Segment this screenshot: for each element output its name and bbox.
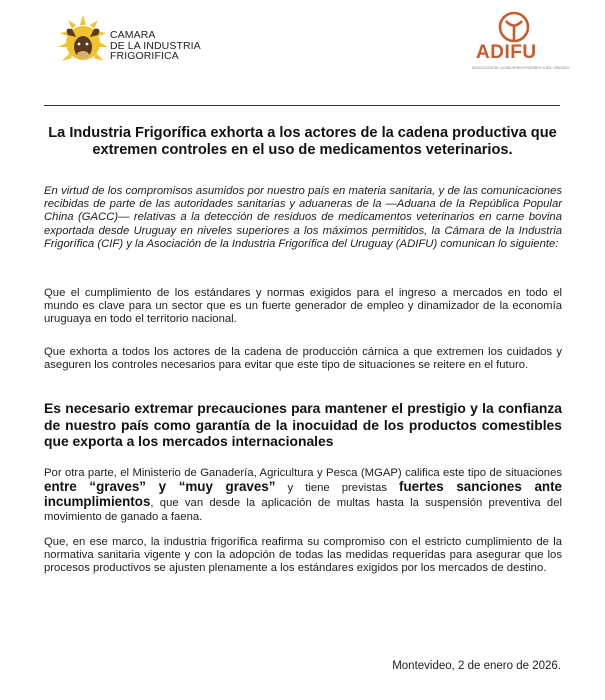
paragraph-commitment: Que, en ese marco, la industria frigorífica reafirma su compromiso con el estricto cumplimiento de la normativa sanitaria vigente y con la adopción de todas las medidas requeridas para asegurar que los procesos productivos se ajusten plenamente a los estándares exigidos por los mercados de destino.	[44, 536, 562, 575]
intro-paragraph: En virtud de los compromisos asumidos por nuestro país en materia sanitaria, y de las comunicaciones recibidas de parte de las autoridades sanitarias y aduaneras de la —Aduana de la República Popular China (GACC)— relativas a la detección de residuos de medicamentos veterinarios en carne bovina exportada desde Uruguay en niveles superiores a los máximos permitidos, la Cámara de la Industria Frigorífica (CIF) y la Asociación de la Industria Frigorífica del Uruguay (ADIFU) comunican lo siguiente:	[44, 185, 562, 250]
paragraph-mgap	[44, 467, 562, 524]
letterhead	[0, 0, 605, 100]
mgap-text-3: , que van desde la aplicación de multas hasta la suspensión preventiva del movimiento de ganado a faena.	[44, 497, 562, 523]
adifu-subtitle: ASOCIACION DE LA INDUSTRIA FRIGORIFICA DEL URUGUAY	[472, 66, 570, 70]
mgap-bold-graves: entre “graves” y “muy graves”	[44, 479, 276, 495]
highlight-statement: Es necesario extremar precauciones para mantener el prestigio y la confianza de nuestro país como garantía de la inocuidad de los productos comestibles que exporta a los mercados internacionales	[44, 400, 562, 449]
sun-bull-logo-icon	[58, 15, 108, 73]
page-title: La Industria Frigorífica exhorta a los actores de la cadena productiva que extremen controles en el uso de medicamentos veterinarios.	[48, 125, 557, 158]
cif-name: CAMARA DE LA INDUSTRIA FRIGORIFICA	[110, 29, 201, 62]
paragraph-standards: Que el cumplimiento de los estándares y normas exigidos para el ingreso a mercados en todo el mundo es clave para un sector que es un fuerte generador de empleo y dinamizador de la economía uruguaya en todo el territorio nacional.	[44, 287, 562, 326]
paragraph-exhortation: Que exhorta a todos los actores de la cadena de producción cárnica a que extremen los cuidados y aseguren los controles necesarios para evitar que este tipo de situaciones se reitere en el futuro.	[44, 346, 562, 372]
date-line: Montevideo, 2 de enero de 2026.	[392, 660, 561, 672]
adifu-wordmark: ADIFU	[476, 42, 537, 63]
mgap-text-2: y tiene previstas	[275, 482, 400, 495]
adifu-emblem-icon	[497, 10, 531, 44]
mgap-bold-sanciones: fuertes sanciones ante incumplimientos	[44, 479, 562, 510]
header-divider	[44, 105, 560, 106]
mgap-text-1: Por otra parte, el Ministerio de Ganadería, Agricultura y Pesca (MGAP) califica este tipo de situaciones	[44, 467, 562, 479]
